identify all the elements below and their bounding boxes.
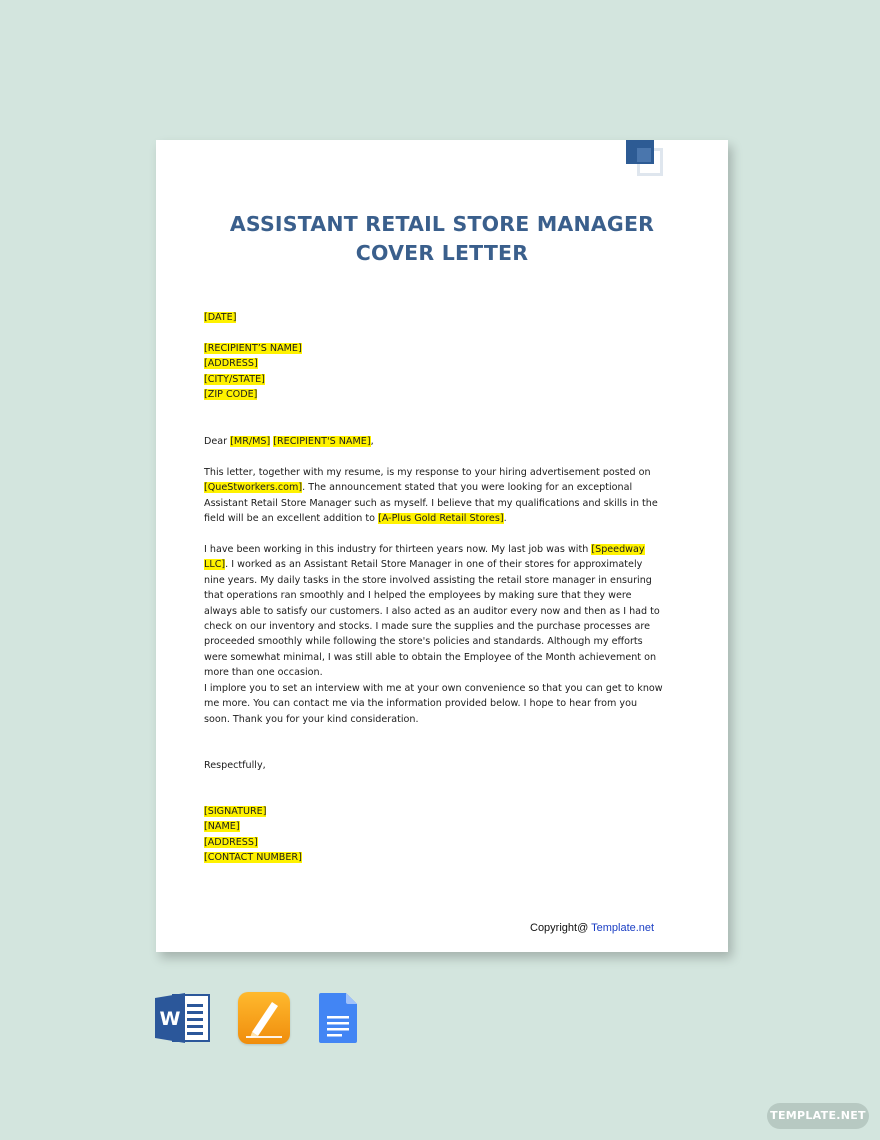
- corner-squares-logo: [625, 140, 669, 180]
- recipient-zip: [ZIP CODE]: [204, 389, 258, 401]
- salutation-name: [RECIPIENT'S NAME]: [273, 436, 371, 447]
- paragraph-2: I have been working in this industry for thirteen years now. My last job was with [Speedway LLC]. I worked as an Assistant Retail Store Manager in one of their stores for approximately nine years. My daily tasks in the store involved assisting the retail store manager in ensuring that operations ran smoothly and I helped the employees by making sure that they were always able to satisfy our customers. I also acted as an auditor every now and then as I had to check on our inventory and stocks. I made sure the supplies and the purchase processes are proceeded smoothly while following the store's policies and standards. Although my efforts were somewhat minimal, I was still able to obtain the Employee of the Month achievement on more than one occasion.: [204, 544, 660, 679]
- paragraph-1: This letter, together with my resume, is my response to your hiring advertisement posted on [QueStworkers.com]. The announcement stated that you were looking for an exceptional Assistant Retail Store Manager such as myself. I believe that my qualifications and skills in the field will be an excellent addition to [A-Plus Gold Retail Stores].: [204, 467, 658, 525]
- recipient-name: [RECIPIENT’S NAME]: [204, 343, 302, 354]
- sender-name: [NAME]: [204, 821, 240, 833]
- recipient-block: [204, 341, 664, 403]
- sender-block: [204, 804, 664, 866]
- apple-pages-icon[interactable]: [238, 992, 290, 1044]
- template-net-badge[interactable]: TEMPLATE.NET: [767, 1103, 869, 1129]
- title-line-1: ASSISTANT RETAIL STORE MANAGER: [229, 212, 655, 236]
- job-site-placeholder: [QueStworkers.com]: [204, 482, 303, 494]
- previous-employer-placeholder: [Speedway LLC]: [204, 544, 645, 571]
- salutation: Dear [MR/MS] [RECIPIENT'S NAME],: [204, 436, 374, 447]
- microsoft-word-icon[interactable]: [155, 992, 211, 1044]
- date-field: [DATE]: [204, 312, 237, 323]
- sender-signature: [SIGNATURE]: [204, 806, 267, 817]
- salutation-title: [MR/MS]: [230, 436, 271, 447]
- copyright-link[interactable]: Template.net: [591, 922, 655, 934]
- closing: Respectfully,: [204, 760, 266, 771]
- sender-address: [ADDRESS]: [204, 836, 258, 848]
- document-page: [156, 140, 728, 952]
- google-docs-icon[interactable]: [317, 992, 359, 1044]
- copyright-notice: Copyright@ Template.net: [530, 922, 655, 934]
- company-placeholder: [A-Plus Gold Retail Stores]: [378, 513, 504, 525]
- app-format-icons: [155, 992, 365, 1046]
- title-line-2: COVER LETTER: [355, 241, 529, 265]
- sender-contact: [CONTACT NUMBER]: [204, 852, 302, 864]
- svg-text:W: W: [159, 1008, 181, 1030]
- paragraph-3: I implore you to set an interview with me at your own convenience so that you can get to know me more. You can contact me via the information provided below. I hope to hear from you soon. Thank you for your kind consideration.: [204, 683, 663, 725]
- document-title: [156, 210, 728, 268]
- recipient-address: [ADDRESS]: [204, 358, 258, 370]
- recipient-city-state: [CITY/STATE]: [204, 373, 265, 385]
